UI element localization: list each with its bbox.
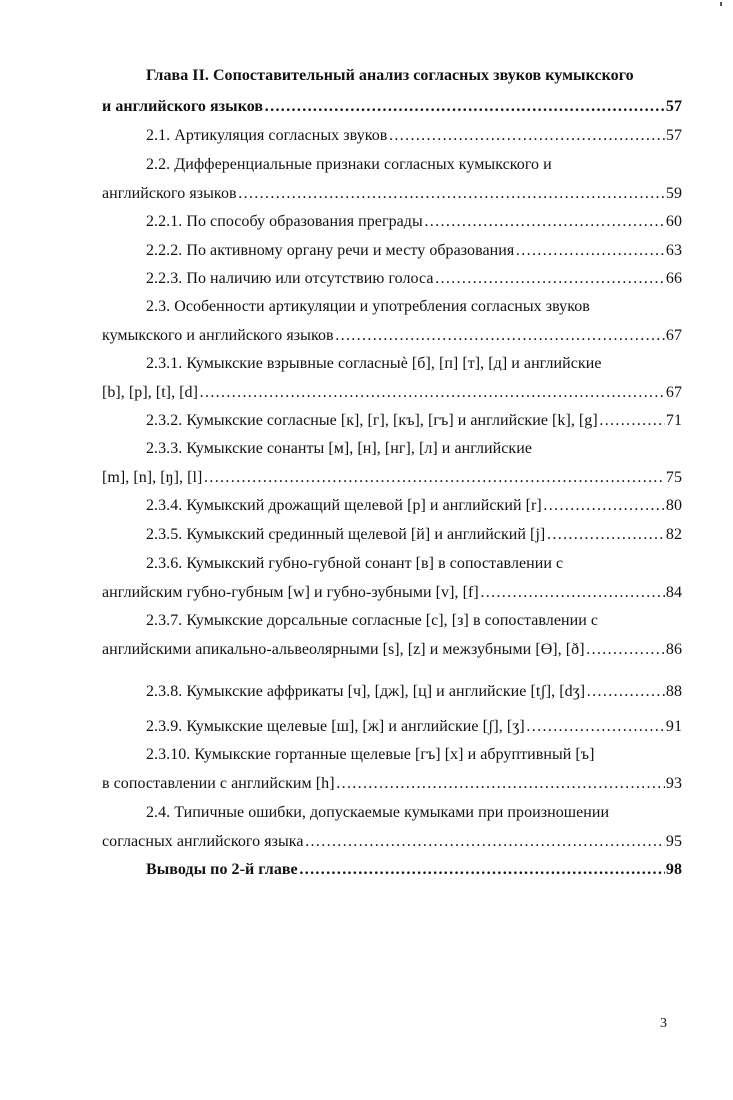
- dot-leader: [424, 212, 665, 232]
- toc-page-number: 91: [665, 718, 682, 735]
- dot-leader: [546, 525, 665, 545]
- toc-entry-text: английскими апикально-альвеолярными [s], [z] и межзубными [Ɵ], [ð]: [102, 641, 585, 658]
- toc-entry-2-3-10[interactable]: [102, 774, 682, 794]
- toc-page-number: 93: [665, 775, 682, 792]
- toc-entry-2-3-8[interactable]: [146, 682, 682, 702]
- toc-entry-text: 2.3.8. Кумыкские аффрикаты [ч], [дж], [ц] и английские [tʃ], [dʒ]: [146, 683, 586, 700]
- dot-leader: [305, 832, 665, 852]
- toc-entry-2-4-line1: 2.4. Типичные ошибки, допускаемые кумыками при произношении: [146, 804, 610, 821]
- toc-entry-2-3-2[interactable]: [146, 411, 682, 431]
- toc-page-number: 59: [665, 185, 682, 202]
- toc-entry-text: [m], [n], [ŋ], [l]: [102, 469, 203, 486]
- toc-entry-text: в сопоставлении с английским [h]: [102, 775, 335, 792]
- toc-page-number: 75: [665, 469, 682, 486]
- toc-page-number: 67: [665, 327, 682, 344]
- toc-page-number: 82: [665, 526, 682, 543]
- dot-leader: [299, 860, 665, 880]
- toc-entry-2-3-6[interactable]: [102, 583, 682, 603]
- page-number: 3: [660, 1016, 667, 1031]
- toc-entry-text: 2.3.9. Кумыкские щелевые [ш], [ж] и английские [ʃ], [ʒ]: [146, 718, 525, 735]
- toc-entry-text: 2.3.2. Кумыкские согласные [к], [г], [къ], [гъ] и английские [k], [g]: [146, 412, 598, 429]
- toc-entry-2-3[interactable]: [102, 326, 682, 346]
- toc-page-number: 57: [665, 98, 682, 115]
- toc-entry-2-4[interactable]: [102, 832, 682, 852]
- dot-leader: [480, 583, 665, 603]
- toc-entry-2-3-line1: 2.3. Особенности артикуляции и употребления согласных звуков: [146, 298, 590, 315]
- dot-leader: [599, 411, 665, 431]
- toc-entry-2-2-3[interactable]: [146, 269, 682, 289]
- toc-entry-text: английским губно-губным [w] и губно-зубными [v], [f]: [102, 584, 479, 601]
- toc-entry-text: 2.3.4. Кумыкский дрожащий щелевой [р] и английский [r]: [146, 497, 542, 514]
- toc-entry-text: 2.2.2. По активному органу речи и месту образования: [146, 242, 515, 259]
- toc-entry-2-2-line1: 2.2. Дифференциальные признаки согласных кумыкского и: [146, 156, 552, 173]
- toc-page-number: 80: [665, 497, 682, 514]
- toc-entry-text: 2.2.1. По способу образования преграды: [146, 213, 423, 230]
- toc-page-number: 60: [665, 213, 682, 230]
- toc-entry-2-3-1[interactable]: [102, 383, 682, 403]
- dot-leader: [586, 640, 665, 660]
- dot-leader: [264, 97, 665, 117]
- toc-page-number: 67: [665, 384, 682, 401]
- dot-leader: [199, 383, 665, 403]
- toc-entry-text: английского языков: [102, 185, 237, 202]
- toc-page-number: 86: [665, 641, 682, 658]
- toc-entry-text: Выводы по 2-й главе: [146, 861, 298, 878]
- toc-entry-2-3-3[interactable]: [102, 468, 682, 488]
- toc-entry-text: 2.1. Артикуляция согласных звуков: [146, 127, 388, 144]
- dot-leader: [238, 184, 665, 204]
- toc-entry-2-3-1-line1: 2.3.1. Кумыкские взрывные согласныѐ [б], [п] [т], [д] и английские: [146, 355, 602, 372]
- toc-entry-text: кумыкского и английского языков: [102, 327, 334, 344]
- toc-entry-text: и английского языков: [102, 98, 264, 115]
- toc-entry-text: согласных английского языка: [102, 833, 304, 850]
- dot-leader: [526, 717, 665, 737]
- dot-leader: [543, 496, 665, 516]
- toc-entry-chapter[interactable]: [102, 97, 682, 117]
- toc-page-number: 66: [665, 270, 682, 287]
- toc-entry-2-3-9[interactable]: [146, 717, 682, 737]
- toc-page-number: 71: [665, 412, 682, 429]
- toc-entry-2-3-7[interactable]: [102, 640, 682, 660]
- toc-page-number: 84: [665, 584, 682, 601]
- toc-page-number: 88: [665, 683, 682, 700]
- dot-leader: [388, 126, 664, 146]
- toc-entry-2-2[interactable]: [102, 184, 682, 204]
- toc-page-number: 63: [665, 242, 682, 259]
- dot-leader: [515, 241, 665, 261]
- toc-entry-2-2-2[interactable]: [146, 241, 682, 261]
- dot-leader: [434, 269, 664, 289]
- toc-entry-text: [b], [p], [t], [d]: [102, 384, 198, 401]
- toc-entry-2-3-4[interactable]: [146, 496, 682, 516]
- scan-speck: [720, 2, 722, 6]
- toc-entry-2-3-7-line1: 2.3.7. Кумыкские дорсальные согласные [с], [з] в сопоставлении с: [146, 612, 599, 629]
- toc-entry-2-3-10-line1: 2.3.10. Кумыкские гортанные щелевые [гъ] [х] и абруптивный [ъ]: [146, 746, 595, 763]
- toc-entry-text: 2.3.5. Кумыкский срединный щелевой [й] и английский [j]: [146, 526, 546, 543]
- toc-entry-2-3-5[interactable]: [146, 525, 682, 545]
- toc-chapter-title-line1: Глава II. Сопоставительный анализ согласных звуков кумыкского: [146, 67, 634, 84]
- toc-page-number: 95: [665, 833, 682, 850]
- toc-entry-2-3-3-line1: 2.3.3. Кумыкские сонанты [м], [н], [нг], [л] и английские: [146, 440, 533, 457]
- toc-page-number: 98: [665, 861, 682, 878]
- toc-entry-2-2-1[interactable]: [146, 212, 682, 232]
- dot-leader: [336, 774, 665, 794]
- dot-leader: [335, 326, 665, 346]
- toc-entry-2-1[interactable]: [146, 126, 682, 146]
- dot-leader: [586, 682, 665, 702]
- toc-entry-conclusions[interactable]: [146, 860, 682, 880]
- dot-leader: [203, 468, 665, 488]
- toc-entry-2-3-6-line1: 2.3.6. Кумыкский губно-губной сонант [в] в сопоставлении с: [146, 555, 564, 572]
- toc-entry-text: 2.2.3. По наличию или отсутствию голоса: [146, 270, 434, 287]
- toc-page-number: 57: [665, 127, 682, 144]
